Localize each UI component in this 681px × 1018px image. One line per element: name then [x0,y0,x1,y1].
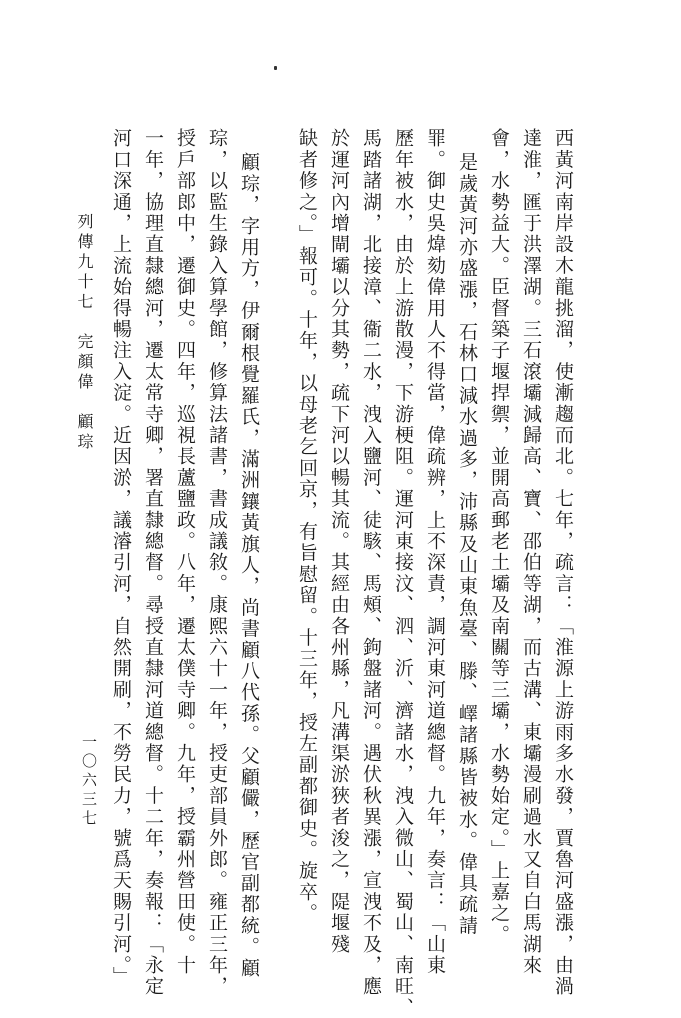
text-column: 缺者修之。」報可。十年，以母老乞回京，有旨慰留。十三年，授左副都御史。旋卒。 [296,128,318,925]
text-column: 馬踏諸湖，北接漳、衞二水，洩入鹽河、徒駭、馬頰、鉤盤諸河。遇伏秋異漲，宣洩不及，應 [360,128,382,998]
text-column: 一年，協理直隸總河，遷太常寺卿，署直隸總督。尋授直隸河道總督。十二年，奏報：「永定 [142,128,164,998]
text-column: 琮，以監生錄入算學館，修算法諸書，書成議敘。康熙六十一年，授吏部員外郎。雍正三年， [206,128,228,998]
page-number: 一〇六三七 [80,734,98,829]
text-column: 西黃河南岸設木龍挑溜，使漸趨而北。七年，疏言：「淮源上游雨多水發，賈魯河盛漲，由渦 [552,128,574,998]
ink-speck [274,66,277,70]
text-column: 是歲黃河亦盛漲，石林口減水過多，沛縣及山東魚臺、滕、嶧諸縣皆被水。偉具疏請 [456,152,478,937]
text-column: 會，水勢益大。臣督築子堰捍禦，並開高郵老土壩及南關等三壩，水勢始定。」上嘉之。 [488,128,510,946]
text-column: 河口深通，上流始得暢注入淀。近因淤，議濬引河，自然開刷，不勞民力，號爲天賜引河。」 [110,128,132,988]
text-column: 顧琮，字用方，伊爾根覺羅氏，滿洲鑲黃旗人，尚書顧八代孫。父顧儼，歷官副都統。顧 [238,152,260,979]
text-column: 於運河內增閘壩以分其勢，疏下河以暢其流。其經由各州縣，凡溝渠淤狹者浚之，隄堰殘 [328,128,350,955]
text-column: 達淮，匯于洪澤湖。三石滾壩減歸高、寶、邵伯等湖，而古溝、東壩漫刷過水又自白馬湖來 [520,128,542,976]
text-column: 歷年被水，由於上游散漫，下游梗阻。運河東接汶、泗、沂、濟諸水，洩入微山、蜀山、南旺、 [392,128,414,1018]
text-column: 授戶部郎中，遷御史。四年，巡視長蘆鹽政。八年，遷太僕寺卿。九年，授霸州營田使。十 [174,128,196,976]
running-head: 列傳九十七 完顏偉 顧琮 [75,213,94,453]
text-column: 罪。御史吳煒劾偉用人不得當，偉疏辨，上不深責，調河東河道總督。九年，奏言：「山東 [424,128,446,976]
